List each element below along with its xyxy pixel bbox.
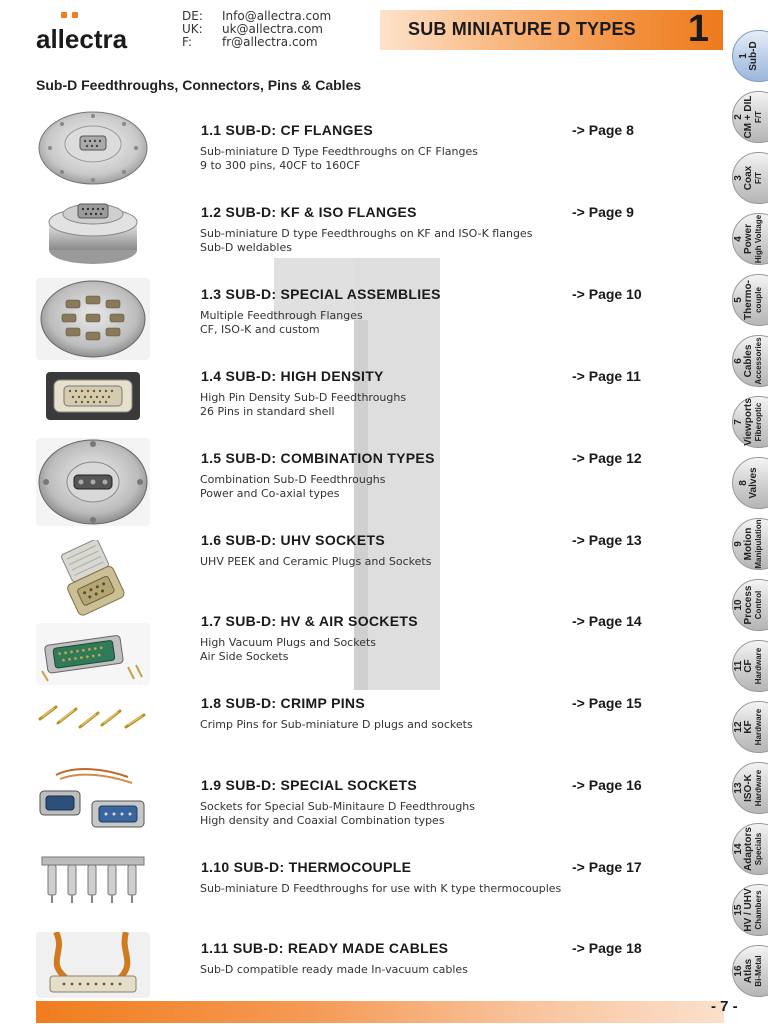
combination-feedthrough-photo xyxy=(36,438,150,526)
entry-page-link[interactable]: -> Page 17 xyxy=(572,859,642,875)
entry-description: Combination Sub-D Feedthroughs Power and Co-axial types xyxy=(200,473,386,500)
special-sockets-photo xyxy=(36,765,150,839)
entry-description: Sub-miniature D type Feedthroughs on KF and ISO-K flanges Sub-D weldables xyxy=(200,227,533,254)
multiple-feedthrough-flange-photo xyxy=(36,278,150,360)
logo-text: allectra xyxy=(36,24,128,54)
entry-heading: 1.3 SUB-D: SPECIAL ASSEMBLIES xyxy=(201,286,441,302)
contact-row: DE: Info@allectra.com xyxy=(182,9,332,23)
entry-page-link[interactable]: -> Page 11 xyxy=(572,368,641,384)
entry-page-link[interactable]: -> Page 12 xyxy=(572,450,642,466)
tab-iso-k-hardware[interactable]: 13 ISO-K Hardware xyxy=(730,762,768,814)
tab-kf-hardware[interactable]: 12 KF Hardware xyxy=(730,701,768,753)
catalog-entry[interactable] xyxy=(0,122,700,202)
contact-email[interactable]: uk@allectra.com xyxy=(222,22,323,36)
tab-sub-d[interactable]: 1 Sub-D xyxy=(730,30,768,82)
tab-coax[interactable]: 3 Coax F/T xyxy=(730,152,768,204)
ready-made-cable-photo xyxy=(36,932,150,998)
logo-dot xyxy=(61,12,67,18)
tab-valves[interactable]: 8 Valves xyxy=(730,457,768,509)
entry-heading: 1.1 SUB-D: CF FLANGES xyxy=(201,122,373,138)
allectra-logo xyxy=(36,6,156,54)
contact-email[interactable]: fr@allectra.com xyxy=(222,35,318,49)
entry-heading: 1.2 SUB-D: KF & ISO FLANGES xyxy=(201,204,417,220)
uhv-socket-photo xyxy=(54,540,132,620)
entry-page-link[interactable]: -> Page 14 xyxy=(572,613,642,629)
entry-description: UHV PEEK and Ceramic Plugs and Sockets xyxy=(200,555,432,568)
catalog-entry[interactable] xyxy=(0,532,700,612)
tab-chambers[interactable]: 15 HV / UHV Chambers xyxy=(730,884,768,936)
entry-page-link[interactable]: -> Page 18 xyxy=(572,940,642,956)
hv-air-socket-photo xyxy=(36,623,150,685)
entry-heading: 1.9 SUB-D: SPECIAL SOCKETS xyxy=(201,777,418,793)
kf-flange-feedthrough-photo xyxy=(36,192,150,268)
section-number: 1 xyxy=(687,8,709,50)
entry-page-link[interactable]: -> Page 13 xyxy=(572,532,642,548)
tab-thermocouple[interactable]: 5 Thermo- couple xyxy=(730,274,768,326)
tab-motion[interactable]: 9 Motion Manipulation xyxy=(730,518,768,570)
entry-description: High Vacuum Plugs and Sockets Air Side Sockets xyxy=(200,636,377,663)
catalog-entry[interactable] xyxy=(0,286,700,366)
catalog-entry[interactable] xyxy=(0,777,700,857)
tab-power[interactable]: 4 Power High Voltage xyxy=(730,213,768,265)
entry-heading: 1.7 SUB-D: HV & AIR SOCKETS xyxy=(201,613,418,629)
entry-heading: 1.8 SUB-D: CRIMP PINS xyxy=(201,695,365,711)
entry-description: High Pin Density Sub-D Feedthroughs 26 Pins in standard shell xyxy=(200,391,407,418)
entry-heading: 1.4 SUB-D: HIGH DENSITY xyxy=(201,368,384,384)
entry-heading: 1.10 SUB-D: THERMOCOUPLE xyxy=(201,859,412,875)
contact-row: UK: uk@allectra.com xyxy=(182,22,323,36)
entry-description: Multiple Feedthrough Flanges CF, ISO-K and custom xyxy=(200,309,363,336)
logo-dot xyxy=(72,12,78,18)
tab-cables[interactable]: 6 Cables Accessories xyxy=(730,335,768,387)
page-subtitle: Sub-D Feedthroughs, Connectors, Pins & Cables xyxy=(36,77,362,93)
high-density-connector-photo xyxy=(46,372,140,420)
entry-page-link[interactable]: -> Page 15 xyxy=(572,695,642,711)
catalog-entry[interactable] xyxy=(0,450,700,530)
entry-description: Crimp Pins for Sub-miniature D plugs and sockets xyxy=(200,718,473,731)
entry-heading: 1.5 SUB-D: COMBINATION TYPES xyxy=(201,450,435,466)
contact-block xyxy=(182,10,331,49)
contact-email[interactable]: Info@allectra.com xyxy=(222,9,332,23)
contact-row: F: fr@allectra.com xyxy=(182,35,318,49)
catalog-entry[interactable] xyxy=(0,859,700,939)
tab-cf-hardware[interactable]: 11 CF Hardware xyxy=(730,640,768,692)
section-title: SUB MINIATURE D TYPES xyxy=(408,19,636,39)
tab-cm-dil[interactable]: 2 CM + DIL F/T xyxy=(730,91,768,143)
section-header-bar xyxy=(380,10,723,50)
entry-description: Sockets for Special Sub-Minitaure D Feedthroughs High density and Coaxial Combination types xyxy=(200,800,476,827)
entry-description: Sub-miniature D Type Feedthroughs on CF Flanges 9 to 300 pins, 40CF to 160CF xyxy=(200,145,478,172)
tab-adaptors[interactable]: 14 Adaptors Specials xyxy=(730,823,768,875)
cf-flange-feedthrough-photo xyxy=(36,106,150,186)
entry-description: Sub-D compatible ready made In-vacuum cables xyxy=(200,963,468,976)
entry-page-link[interactable]: -> Page 16 xyxy=(572,777,642,793)
footer-bar xyxy=(36,1001,724,1023)
catalog-entry[interactable] xyxy=(0,613,700,693)
catalog-entry[interactable] xyxy=(0,204,700,284)
entry-page-link[interactable]: -> Page 9 xyxy=(572,204,634,220)
tab-bi-metal[interactable]: 16 Atlas Bi-Metal xyxy=(730,945,768,997)
catalog-entry[interactable] xyxy=(0,368,700,448)
entry-page-link[interactable]: -> Page 10 xyxy=(572,286,642,302)
tab-viewports[interactable]: 7 Viewports Fiberoptic xyxy=(730,396,768,448)
crimp-pins-photo xyxy=(36,697,150,741)
catalog-entry[interactable] xyxy=(0,695,700,775)
thermocouple-pins-photo xyxy=(36,853,150,905)
page-number: - 7 - xyxy=(711,998,738,1015)
entry-heading: 1.6 SUB-D: UHV SOCKETS xyxy=(201,532,385,548)
entry-heading: 1.11 SUB-D: READY MADE CABLES xyxy=(201,940,449,956)
entry-page-link[interactable]: -> Page 8 xyxy=(572,122,634,138)
entry-description: Sub-miniature D Feedthroughs for use with K type thermocouples xyxy=(200,882,562,895)
tab-process-control[interactable]: 10 Process Control xyxy=(730,579,768,631)
